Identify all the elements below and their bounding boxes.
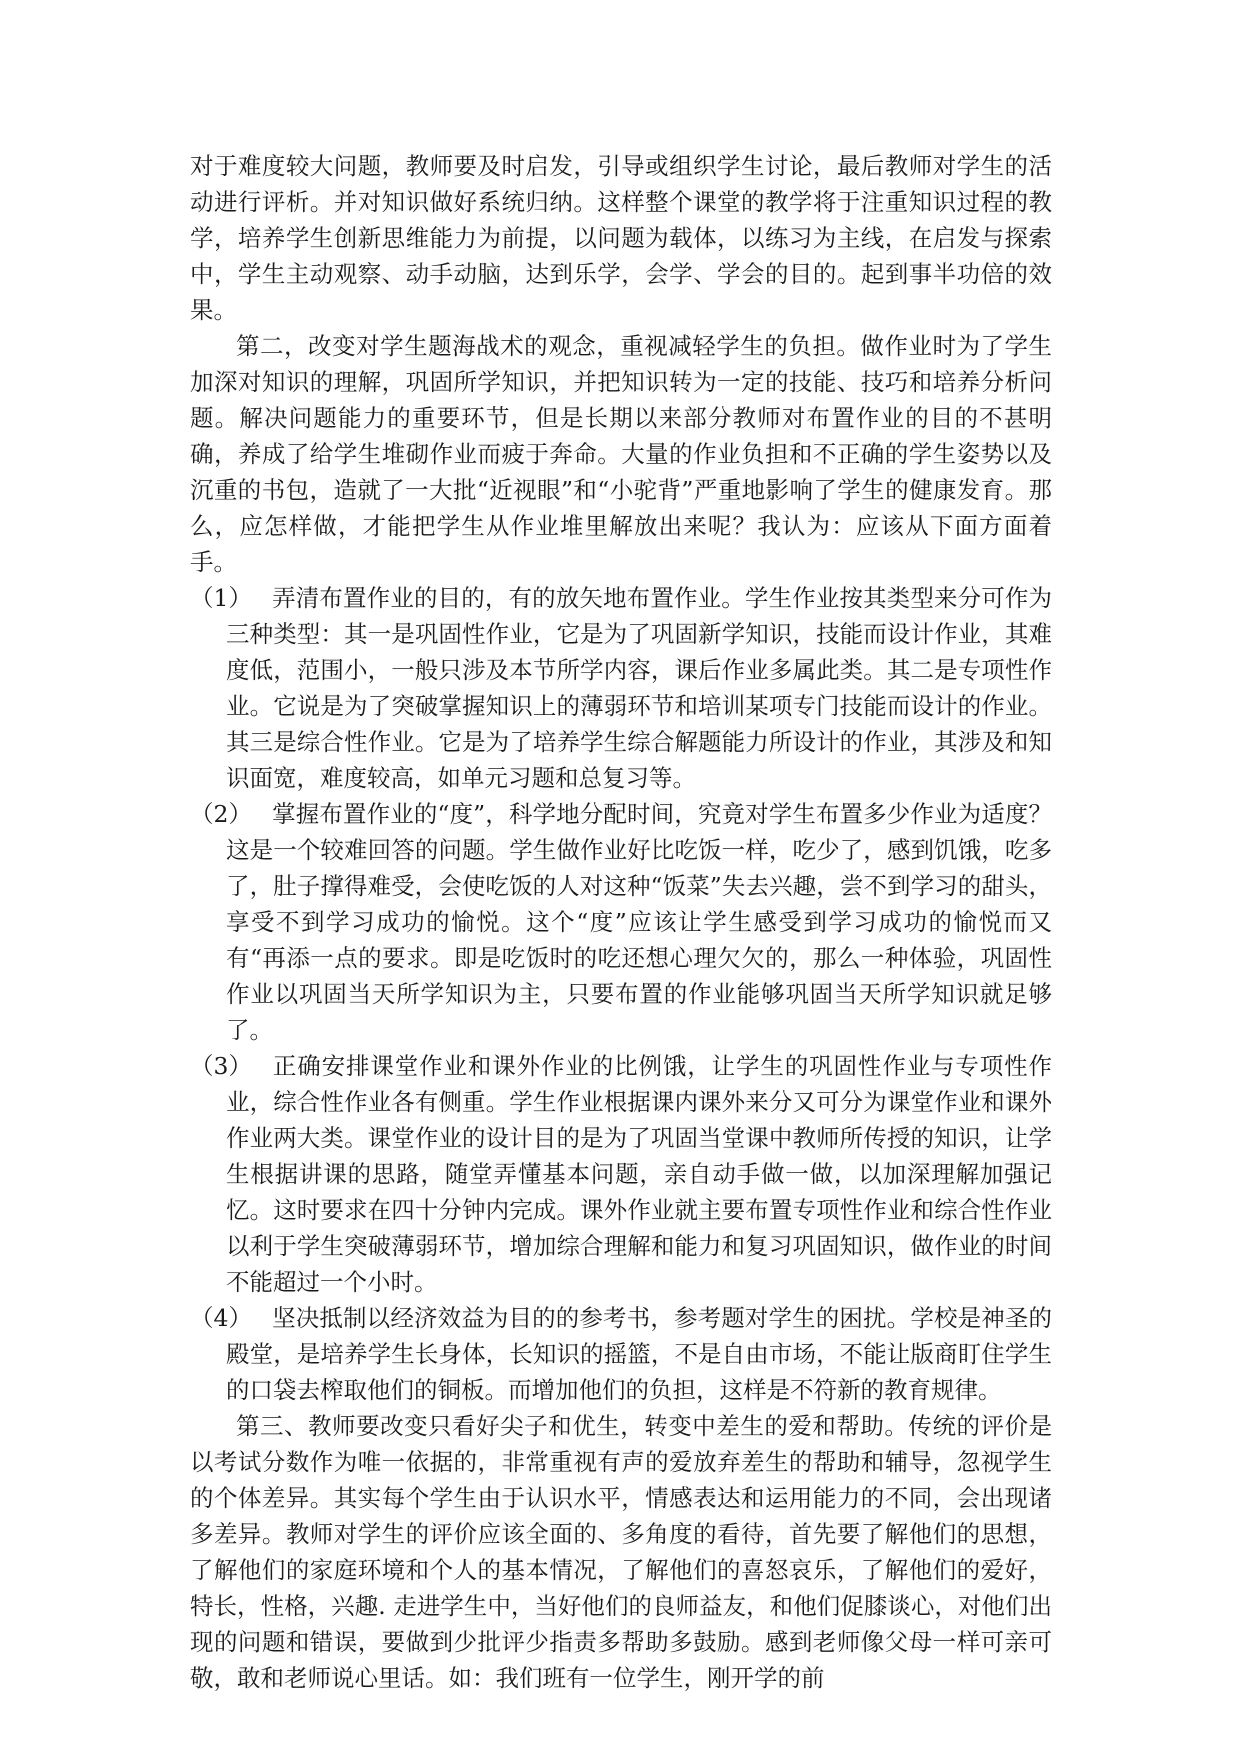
list-item-text: 弄清布置作业的目的，有的放矢地布置作业。学生作业按其类型来分可作为三种类型：其一是巩固性作业，它是为了巩固新学知识，技能而设计作业，其难度低，范围小，一般只涉及本节所学内容，课后作业多属此类。其二是专项性作业。它说是为了突破掌握知识上的薄弱环节和培训某项专门技能而设计的作业。其三是综合性作业。它是为了培养学生综合解题能力所设计的作业，其涉及和知识面宽，难度较高，如单元习题和总复习等。 xyxy=(226,584,1052,792)
paragraph-third-point: 第三、教师要改变只看好尖子和优生，转变中差生的爱和帮助。传统的评价是以考试分数作为唯一依据的，非常重视有声的爱放弃差生的帮助和辅导，忽视学生的个体差异。其实每个学生由于认识水平，情感表达和运用能力的不同，会出现诸多差异。教师对学生的评价应该全面的、多角度的看待，首先要了解他们的思想，了解他们的家庭环境和个人的基本情况，了解他们的喜怒哀乐，了解他们的爱好，特长，性格，兴趣. 走进学生中，当好他们的良师益友，和他们促膝谈心，对他们出现的问题和错误，要做到少批评少指责多帮助多鼓励。感到老师像父母一样可亲可敬，敢和老师说心里话。如：我们班有一位学生，刚开学的前 xyxy=(190,1412,1052,1692)
paragraph-second-point: 第二，改变对学生题海战术的观念，重视减轻学生的负担。做作业时为了学生加深对知识的理解，巩固所学知识，并把知识转为一定的技能、技巧和培养分析问题。解决问题能力的重要环节，但是长期以来部分教师对布置作业的目的不甚明确，养成了给学生堆砌作业而疲于奔命。大量的作业负担和不正确的学生姿势以及沉重的书包，造就了一大批“近视眼”和“小驼背”严重地影响了学生的健康发育。那么，应怎样做，才能把学生从作业堆里解放出来呢？我认为：应该从下面方面着手。 xyxy=(190,332,1052,576)
list-item-number: （4） xyxy=(190,1304,252,1332)
list-item-2 xyxy=(190,796,1052,1048)
list-item-text: 掌握布置作业的“度”，科学地分配时间，究竟对学生布置多少作业为适度？这是一个较难回答的问题。学生做作业好比吃饭一样，吃少了，感到饥饿，吃多了，肚子撑得难受，会使吃饭的人对这种“饭菜”失去兴趣，尝不到学习的甜头，享受不到学习成功的愉悦。这个“度”应该让学生感受到学习成功的愉悦而又有“再添一点的要求。即是吃饭时的吃还想心理欠欠的，那么一种体验，巩固性作业以巩固当天所学知识为主，只要布置的作业能够巩固当天所学知识就足够了。 xyxy=(226,800,1052,1044)
list-item-number: （1） xyxy=(190,584,252,612)
list-item-number: （3） xyxy=(190,1052,252,1080)
document-body xyxy=(190,148,1052,1696)
paragraph-intro: 对于难度较大问题，教师要及时启发，引导或组织学生讨论，最后教师对学生的活动进行评析。并对知识做好系统归纳。这样整个课堂的教学将于注重知识过程的教学，培养学生创新思维能力为前提，以问题为载体，以练习为主线，在启发与探索中，学生主动观察、动手动脑，达到乐学，会学、学会的目的。起到事半功倍的效果。 xyxy=(190,152,1052,324)
list-item-4 xyxy=(190,1300,1052,1408)
list-item-number: （2） xyxy=(190,800,252,828)
list-item-1 xyxy=(190,580,1052,796)
list-item-text: 坚决抵制以经济效益为目的的参考书，参考题对学生的困扰。学校是神圣的殿堂，是培养学生长身体，长知识的摇篮，不是自由市场，不能让版商盯住学生的口袋去榨取他们的铜板。而增加他们的负担，这样是不符新的教育规律。 xyxy=(226,1304,1052,1404)
list-item-text: 正确安排课堂作业和课外作业的比例饿，让学生的巩固性作业与专项性作业，综合性作业各有侧重。学生作业根据课内课外来分又可分为课堂作业和课外作业两大类。课堂作业的设计目的是为了巩固当堂课中教师所传授的知识，让学生根据讲课的思路，随堂弄懂基本问题，亲自动手做一做，以加深理解加强记忆。这时要求在四十分钟内完成。课外作业就主要布置专项性作业和综合性作业以利于学生突破薄弱环节，增加综合理解和能力和复习巩固知识，做作业的时间不能超过一个小时。 xyxy=(226,1052,1052,1296)
list-item-3 xyxy=(190,1048,1052,1300)
